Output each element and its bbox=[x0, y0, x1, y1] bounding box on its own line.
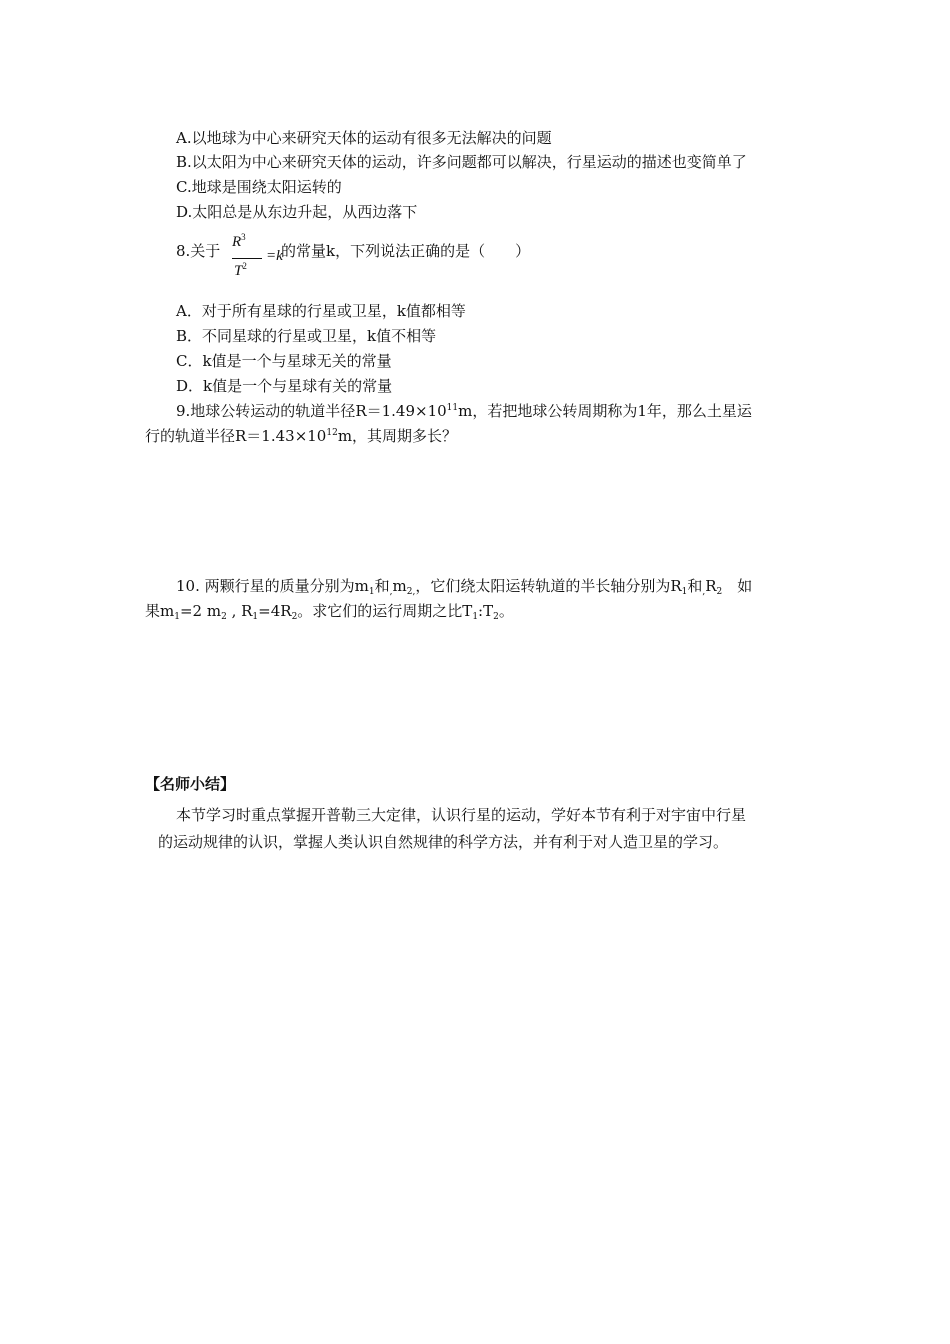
q7-option-c: C.地球是围绕太阳运转的 bbox=[176, 178, 342, 196]
q8-option-d: D．k值是一个与星球有关的常量 bbox=[176, 377, 393, 395]
q7-option-a: A.以地球为中心来研究天体的运动有很多无法解决的问题 bbox=[176, 129, 552, 147]
q8-option-a: A．对于所有星球的行星或卫星，k值都相等 bbox=[176, 302, 466, 320]
q8-formula-numerator: $R^3$ bbox=[232, 232, 246, 250]
q9-line-2: 行的轨道半径$R=1.43\times 10^{12}m$，其周期多长？ bbox=[145, 427, 458, 445]
q8-formula-denominator: $T^2$ bbox=[234, 261, 247, 279]
summary-heading: 【名师小结】 bbox=[145, 775, 236, 793]
q10-line-2: 果$m_1=2$ $m_2$ , $R_1=4R_2$。求它们的运行周期之比$T_1:T_2$。 bbox=[145, 602, 514, 622]
summary-line-1: 本节学习时重点掌握开普勒三大定律，认识行星的运动，学好本节有利于对宇宙中行星 bbox=[176, 806, 747, 824]
q8-formula-fraction-bar bbox=[232, 258, 262, 259]
q7-option-b: B.以太阳为中心来研究天体的运动，许多问题都可以解决，行星运动的描述也变简单了 bbox=[176, 153, 747, 171]
q8-option-b: B．不同星球的行星或卫星，k值不相等 bbox=[176, 327, 437, 345]
q10-line-1: 10. 两颗行星的质量分别为$m_1$和$_,m_{2,}$，它们绕太阳运转轨道的半长轴分别为$R_1$和$_,R_2$ 如 bbox=[176, 577, 753, 597]
summary-line-2: 的运动规律的认识，掌握人类认识自然规律的科学方法，并有利于对人造卫星的学习。 bbox=[158, 833, 729, 851]
q8-prefix: 8.关于 bbox=[176, 242, 221, 260]
q8-option-c: C．k值是一个与星球无关的常量 bbox=[176, 352, 392, 370]
q8-formula-rhs: =k bbox=[266, 248, 283, 264]
q7-option-d: D.太阳总是从东边升起，从西边落下 bbox=[176, 203, 418, 221]
q8-suffix: 的常量k，下列说法正确的是（ ） bbox=[281, 242, 531, 260]
q9-line-1: 9.地球公转运动的轨道半径$R=1.49\times 10^{11}m$，若把地球公转周期称为1年，那么土星运 bbox=[176, 402, 752, 420]
